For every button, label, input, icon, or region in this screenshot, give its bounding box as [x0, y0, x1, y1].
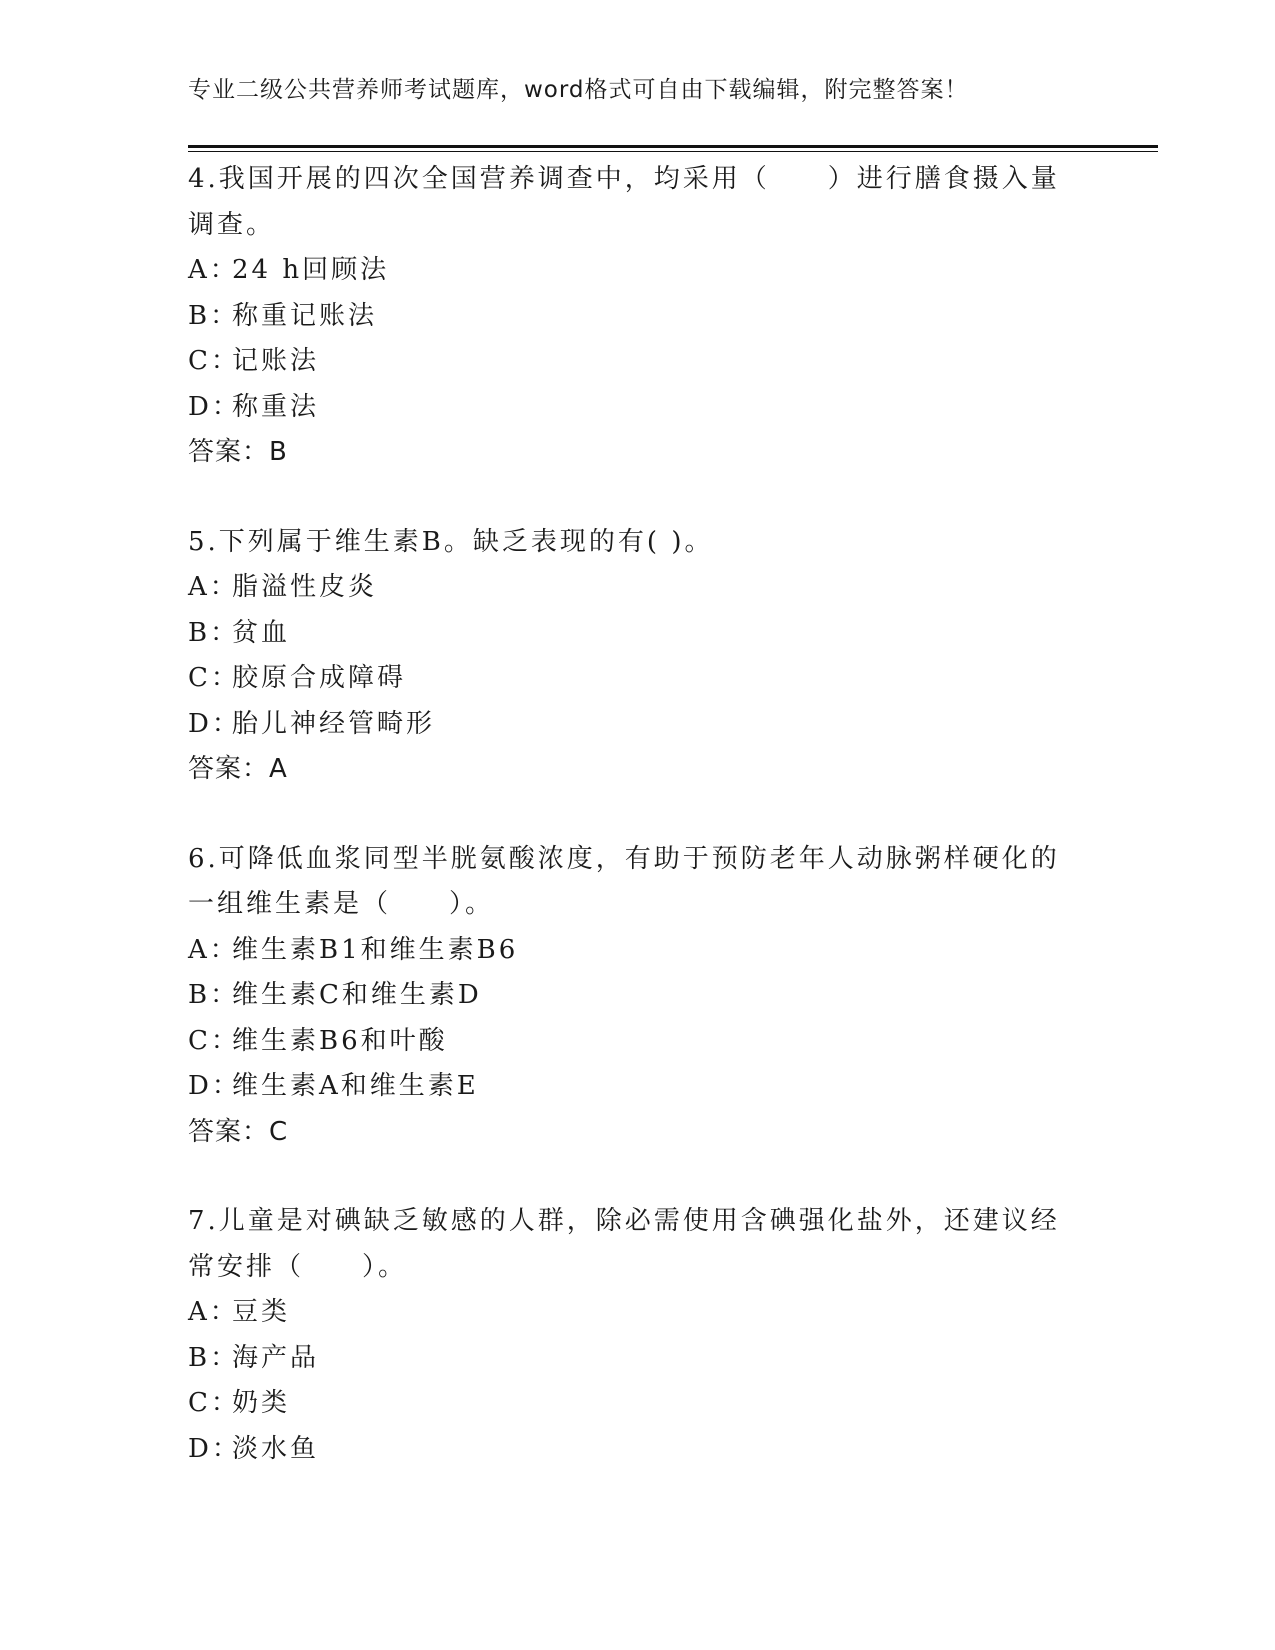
option-text: 24 h回顾法 [232, 255, 390, 285]
question-7 [188, 1199, 1088, 1472]
option-d [188, 1064, 1088, 1110]
option-a [188, 928, 1088, 974]
question-stem: 5.下列属于维生素B。缺乏表现的有( )。 [188, 526, 714, 557]
option-b [188, 294, 1088, 340]
option-text: 淡水鱼 [232, 1433, 320, 1464]
option-text: 维生素C和维生素D [232, 980, 482, 1010]
option-text: 称重法 [232, 391, 320, 422]
option-letter: B： [188, 980, 240, 1010]
option-letter: A： [188, 1297, 239, 1327]
question-stem: 7.儿童是对碘缺乏敏感的人群，除必需使用含碘强化盐外，还建议经常安排（ ）。 [188, 1206, 1060, 1282]
option-a [188, 565, 1088, 611]
option-d [188, 385, 1088, 431]
header-rule-thick [188, 145, 1158, 148]
option-letter: A： [188, 572, 239, 602]
option-b [188, 973, 1088, 1019]
answer-line: 答案：B [188, 437, 288, 467]
header-rule-thin [188, 151, 1158, 152]
option-text: 记账法 [232, 346, 320, 376]
option-letter: A： [188, 255, 239, 285]
option-text: 豆类 [232, 1297, 291, 1327]
option-letter: B： [188, 617, 240, 648]
question-list [188, 157, 1088, 1516]
question-stem: 6.可降低血浆同型半胱氨酸浓度，有助于预防老年人动脉粥样硬化的一组维生素是（ ）。 [188, 843, 1060, 919]
option-a [188, 248, 1088, 294]
option-letter: B： [188, 300, 240, 331]
option-b [188, 611, 1088, 657]
option-d [188, 702, 1088, 748]
option-letter: D： [188, 708, 241, 739]
option-text: 海产品 [232, 1342, 320, 1373]
option-b [188, 1336, 1088, 1382]
answer-line: 答案：A [188, 754, 288, 784]
option-letter: D： [188, 1071, 241, 1101]
option-text: 维生素A和维生素E [232, 1071, 479, 1101]
option-text: 胶原合成障碍 [232, 663, 407, 693]
option-c [188, 339, 1088, 385]
option-letter: A： [188, 934, 239, 965]
question-5 [188, 520, 1088, 793]
option-letter: B： [188, 1342, 240, 1373]
question-6 [188, 837, 1088, 1156]
option-letter: D： [188, 391, 241, 422]
option-letter: C： [188, 1025, 240, 1056]
page-header: 专业二级公共营养师考试题库，word格式可自由下载编辑，附完整答案！ [188, 77, 969, 103]
option-text: 脂溢性皮炎 [232, 572, 378, 602]
option-text: 贫血 [232, 617, 291, 648]
answer-line: 答案：C [188, 1116, 289, 1147]
option-text: 奶类 [232, 1388, 291, 1418]
option-text: 维生素B6和叶酸 [232, 1025, 448, 1056]
question-stem: 4.我国开展的四次全国营养调查中，均采用（ ）进行膳食摄入量调查。 [188, 164, 1060, 240]
option-text: 胎儿神经管畸形 [232, 708, 436, 739]
option-c [188, 1019, 1088, 1065]
option-letter: C： [188, 663, 240, 693]
option-letter: D： [188, 1433, 241, 1464]
option-text: 维生素B1和维生素B6 [232, 934, 519, 965]
option-c [188, 1381, 1088, 1427]
question-4 [188, 157, 1088, 476]
option-letter: C： [188, 1388, 240, 1418]
option-c [188, 656, 1088, 702]
option-a [188, 1290, 1088, 1336]
option-text: 称重记账法 [232, 300, 378, 331]
option-d [188, 1427, 1088, 1473]
option-letter: C： [188, 346, 240, 376]
